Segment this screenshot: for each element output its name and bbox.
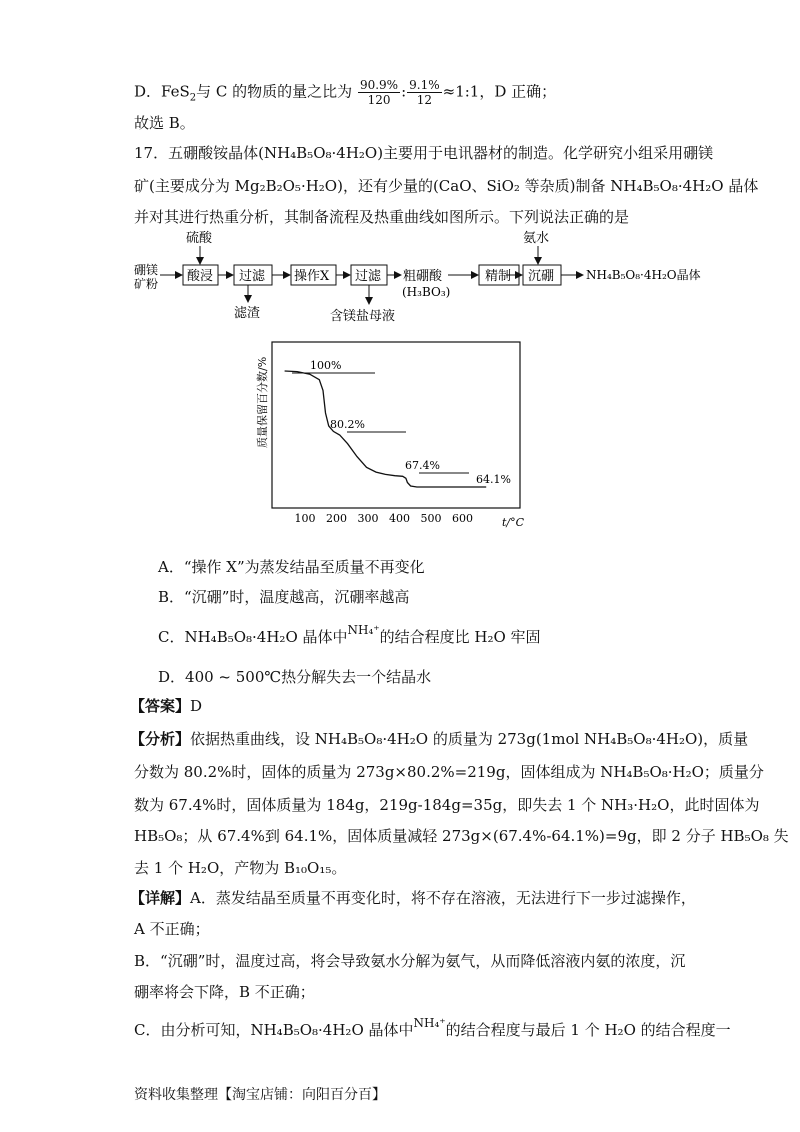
text-d-suffix: ≈1:1，D 正确； [442,82,557,101]
question-17-line-2: 矿(主要成分为 Mg₂B₂O₅·H₂O)，还有少量的(CaO、SiO₂ 等杂质)制备 NH₄B₅O₈·4H₂O 晶体 [134,177,759,195]
frac2-den: 12 [416,93,433,107]
footer-source: 资料收集整理【淘宝店铺：向阳百分百】 [134,1087,386,1103]
answer-line [130,696,202,716]
fraction-c [407,78,442,107]
x-tick-label-100: 100 [294,512,316,525]
frac2-num: 9.1% [409,78,440,92]
detail-text-5-pre: C．由分析可知，NH₄B₅O₈·4H₂O 晶体中 [134,1021,414,1039]
x-tick-label-600: 600 [452,512,473,525]
flow-label-leach: 酸浸 [187,269,214,284]
option-c-suffix: 的结合程度比 H₂O 牢固 [379,628,541,646]
chart-annotation-0: 100% [310,359,342,372]
detail-line-3: B．“沉硼”时，温度过高，将会导致氨水分解为氨气，从而降低溶液内氨的浓度，沉 [134,952,686,970]
conclusion-line: 故选 B。 [134,114,195,132]
flow-label-operation-x: 操作X [294,269,330,284]
detail-text-1: A．蒸发结晶至质量不再变化时，将不存在溶液，无法进行下一步过滤操作， [190,889,696,907]
option-a: A．“操作 X”为蒸发结晶至质量不再变化 [158,558,425,576]
detail-line-1 [130,888,696,908]
detail-label: 【详解】 [130,889,191,907]
flow-h3bo3: (H₃BO₃) [402,285,451,299]
thermogravimetric-chart [250,338,540,530]
detail-line-5 [134,1016,731,1041]
flow-ammonia: 氨水 [523,231,550,246]
chart-annotation-2: 67.4% [405,459,440,472]
question-17-line-1: 17．五硼酸铵晶体(NH₄B₅O₈·4H₂O)主要用于电讯器材的制造。化学研究小组采用硼镁 [134,144,714,162]
answer-value: D [190,697,203,715]
flow-label-precipitate: 沉硼 [528,269,555,284]
analysis-text-1: 依据热重曲线，设 NH₄B₅O₈·4H₂O 的质量为 273g(1mol NH₄B₅O₈·4H₂O)，质量 [190,730,749,748]
x-tick-label-400: 400 [389,512,410,525]
question-17-line-3: 并对其进行热重分析，其制备流程及热重曲线如图所示。下列说法正确的是 [134,208,630,226]
option-b: B．“沉硼”时，温度越高，沉硼率越高 [158,588,410,606]
analysis-line-2: 分数为 80.2%时，固体的质量为 273g×80.2%=219g，固体组成为 NH₄B₅O₈·H₂O；质量分 [134,763,764,781]
flow-crude-boric: 粗硼酸 [403,269,443,284]
detail-line-4: 硼率将会下降，B 不正确； [134,983,315,1001]
x-tick-label-500: 500 [420,512,442,525]
chart-x-label: t/°C [502,516,525,529]
option-d-conclusion-line: D．FeS$_2$与 C 的物质的量之比为 $\frac{90.9\%}{120}$ : $\frac{9.1\%}{12}$ ≈1:1，D 正确； [134,78,557,107]
text-d-prefix: D．FeS [134,82,190,101]
analysis-label: 【分析】 [130,730,191,748]
detail-text-5-post: 的结合程度与最后 1 个 H₂O 的结合程度一 [445,1021,731,1039]
process-flowchart [130,228,740,328]
analysis-line-1 [130,729,748,749]
flow-residue: 滤渣 [234,306,261,321]
detail-line-2: A 不正确； [134,920,210,938]
chart-annotation-1: 80.2% [330,418,365,431]
analysis-line-4: HB₅O₈；从 67.4%到 64.1%，固体质量减轻 273g×(67.4%-64.1%)=9g，即 2 分子 HB₅O₈ 失 [134,827,789,845]
flow-sulfuric-acid: 硫酸 [186,231,213,246]
option-c-nh4: NH₄⁺ [347,623,380,637]
chart-y-label: 质量保留百分数/% [256,356,269,448]
x-tick-label-300: 300 [357,512,379,525]
option-c-prefix: C．NH₄B₅O₈·4H₂O 晶体中 [158,628,348,646]
frac1-den: 120 [367,93,391,107]
flow-mother-liquor: 含镁盐母液 [330,309,396,324]
option-d: D．400 ~ 500℃热分解失去一个结晶水 [158,668,432,686]
answer-label: 【答案】 [130,697,191,715]
option-c [158,623,541,648]
chart-annotation-3: 64.1% [476,473,511,486]
ratio-colon: : [401,82,407,101]
flow-raw-2: 矿粉 [134,277,159,291]
detail-nh4: NH₄⁺ [413,1016,446,1030]
chart-series-line [285,371,487,487]
flow-raw-1: 硼镁 [134,263,159,277]
flow-label-filter-2: 过滤 [355,269,382,284]
x-tick-label-200: 200 [326,512,347,525]
flow-product: NH₄B₅O₈·4H₂O晶体 [586,268,701,282]
analysis-line-3: 数为 67.4%时，固体质量为 184g，219g-184g=35g，即失去 1 个 NH₃·H₂O，此时固体为 [134,796,760,814]
text-d-mid: 与 C 的物质的量之比为 [196,82,353,101]
analysis-line-5: 去 1 个 H₂O，产物为 B₁₀O₁₅。 [134,859,347,877]
flow-label-refine: 精制 [485,269,512,284]
fraction-fes2 [358,78,400,107]
frac1-num: 90.9% [359,78,399,92]
flow-label-filter-1: 过滤 [239,269,266,284]
